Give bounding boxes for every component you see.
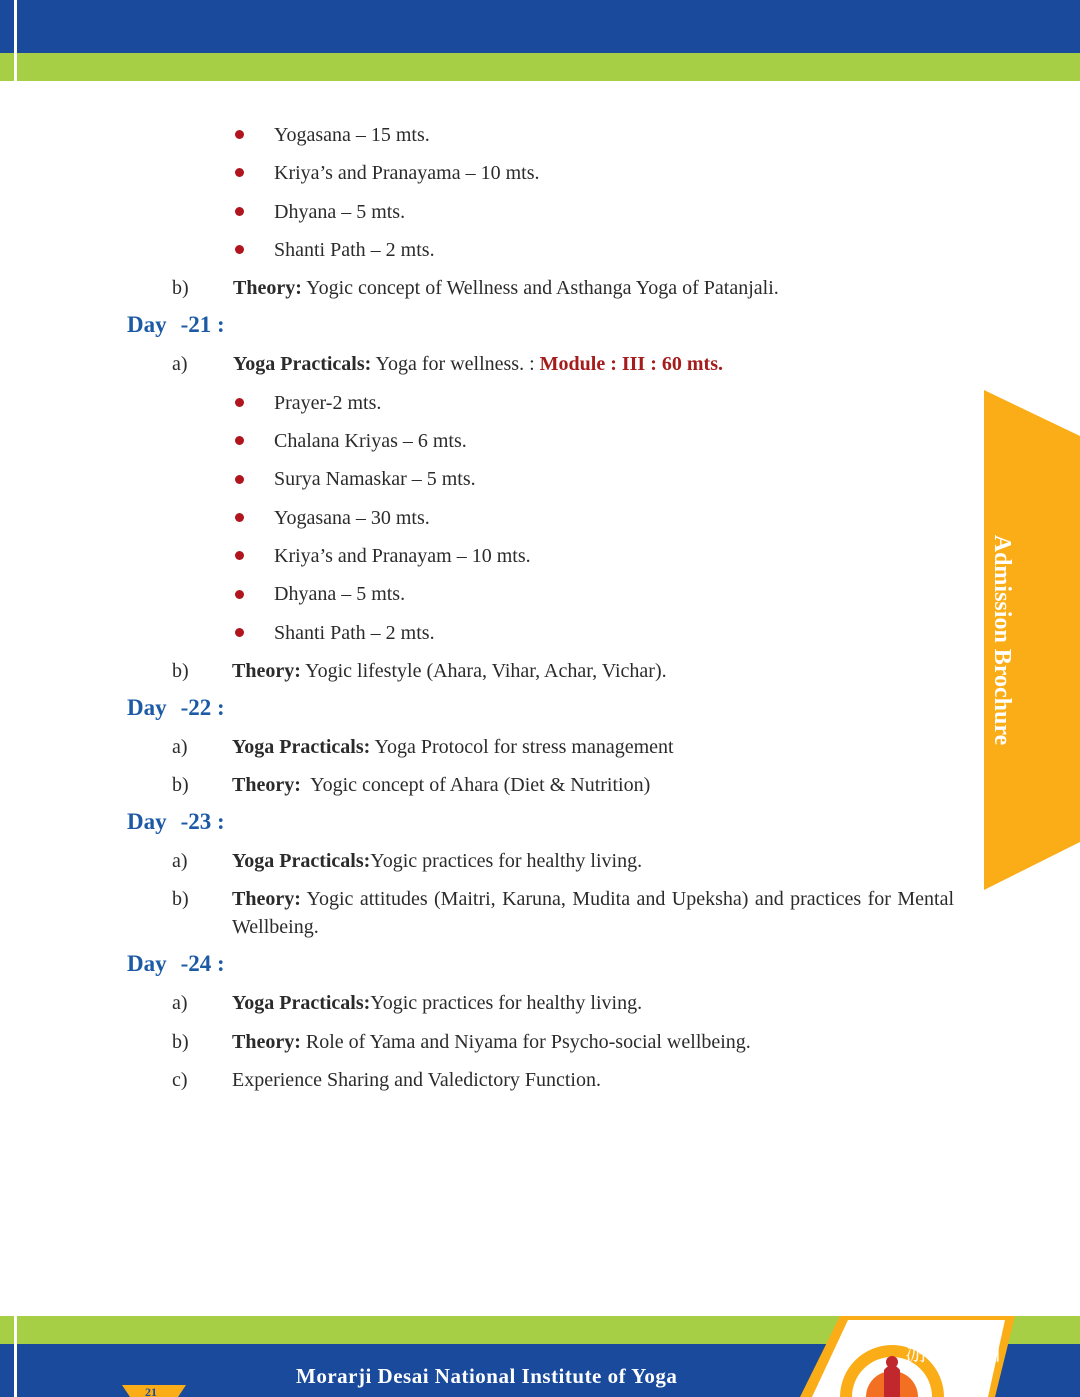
day-label: Day xyxy=(127,312,167,337)
closing-line: Experience Sharing and Valedictory Function. xyxy=(232,1069,601,1091)
list-item: Dhyana – 5 mts. xyxy=(274,583,406,605)
practicals-text: Yogic practices for healthy living. xyxy=(370,992,643,1014)
page-number: 21 xyxy=(145,1385,157,1397)
day-heading-21 xyxy=(127,310,225,340)
practicals-line xyxy=(232,733,674,761)
brochure-title: Admission Brochure xyxy=(989,534,1015,746)
bullet-icon xyxy=(235,513,244,522)
bullet-icon xyxy=(235,207,244,216)
watermark-text: 游学列国 xyxy=(905,1338,1001,1366)
practicals-text: Yoga for wellness. : xyxy=(371,353,540,375)
list-item: Prayer-2 mts. xyxy=(274,392,382,414)
theory-label: Theory: xyxy=(233,277,302,299)
list-item: Kriya’s and Pranayam – 10 mts. xyxy=(274,545,531,567)
list-item: Yogasana – 30 mts. xyxy=(274,507,430,529)
item-marker: c) xyxy=(172,1069,188,1091)
list-item: Yogasana – 15 mts. xyxy=(274,124,430,146)
practicals-text: Yoga Protocol for stress management xyxy=(370,736,674,758)
item-marker: b) xyxy=(172,888,189,910)
theory-line xyxy=(232,885,954,941)
bullet-icon xyxy=(235,551,244,560)
practicals-line xyxy=(233,350,723,378)
practicals-label: Yoga Practicals: xyxy=(232,992,371,1014)
bullet-icon xyxy=(235,245,244,254)
list-item: Chalana Kriyas – 6 mts. xyxy=(274,430,467,452)
day-number: -22 : xyxy=(180,695,225,720)
item-marker: b) xyxy=(172,277,189,299)
day-heading-22 xyxy=(127,693,225,723)
item-marker: b) xyxy=(172,1031,189,1053)
list-item: Dhyana – 5 mts. xyxy=(274,201,406,223)
footer-divider-line xyxy=(14,1316,17,1397)
practicals-text: Yogic practices for healthy living. xyxy=(370,850,643,872)
module-label: Module : III : 60 mts. xyxy=(539,353,723,375)
item-marker: b) xyxy=(172,660,189,682)
header-blue-band xyxy=(0,0,1080,53)
theory-text: Yogic concept of Ahara (Diet & Nutrition) xyxy=(300,774,651,796)
theory-label: Theory: xyxy=(232,660,301,682)
theory-text: Role of Yama and Niyama for Psycho-social wellbeing. xyxy=(300,1031,751,1053)
practicals-line xyxy=(232,847,642,875)
header-green-band xyxy=(0,53,1080,81)
list-item: Shanti Path – 2 mts. xyxy=(274,239,435,261)
theory-label: Theory: xyxy=(232,1031,301,1053)
bullet-icon xyxy=(235,398,244,407)
theory-label: Theory: xyxy=(232,888,301,910)
theory-line xyxy=(233,274,779,302)
day-number: -24 : xyxy=(180,951,225,976)
bullet-icon xyxy=(235,436,244,445)
theory-text: Yogic attitudes (Maitri, Karuna, Mudita and Upeksha) and practices for Mental Wellbeing. xyxy=(232,888,954,938)
day-heading-24 xyxy=(127,949,225,979)
day-number: -21 : xyxy=(180,312,225,337)
day-label: Day xyxy=(127,809,167,834)
day-heading-23 xyxy=(127,807,225,837)
item-marker: a) xyxy=(172,992,188,1014)
item-marker: b) xyxy=(172,774,189,796)
theory-line xyxy=(232,1028,751,1056)
item-marker: a) xyxy=(172,353,188,375)
footer-institute-name: Morarji Desai National Institute of Yoga xyxy=(296,1364,678,1388)
bullet-icon xyxy=(235,475,244,484)
theory-line xyxy=(232,657,667,685)
side-tab-label xyxy=(925,530,1015,750)
day-label: Day xyxy=(127,695,167,720)
theory-line xyxy=(232,771,650,799)
header-divider-line xyxy=(14,0,17,81)
practicals-line xyxy=(232,989,642,1017)
bullet-icon xyxy=(235,130,244,139)
day-number: -23 : xyxy=(180,809,225,834)
list-item: Kriya’s and Pranayama – 10 mts. xyxy=(274,162,540,184)
practicals-label: Yoga Practicals: xyxy=(232,736,371,758)
theory-text: Yogic lifestyle (Ahara, Vihar, Achar, Vichar). xyxy=(300,660,667,682)
item-marker: a) xyxy=(172,736,188,758)
brochure-subtitle: FCYScW xyxy=(966,603,988,677)
theory-text: Yogic concept of Wellness and Asthanga Yoga of Patanjali. xyxy=(301,277,779,299)
practicals-label: Yoga Practicals: xyxy=(232,850,371,872)
theory-label: Theory: xyxy=(232,774,301,796)
bullet-icon xyxy=(235,590,244,599)
item-marker: a) xyxy=(172,850,188,872)
practicals-label: Yoga Practicals: xyxy=(233,353,372,375)
bullet-icon xyxy=(235,628,244,637)
list-item: Surya Namaskar – 5 mts. xyxy=(274,468,476,490)
bullet-icon xyxy=(235,168,244,177)
day-label: Day xyxy=(127,951,167,976)
list-item: Shanti Path – 2 mts. xyxy=(274,622,435,644)
